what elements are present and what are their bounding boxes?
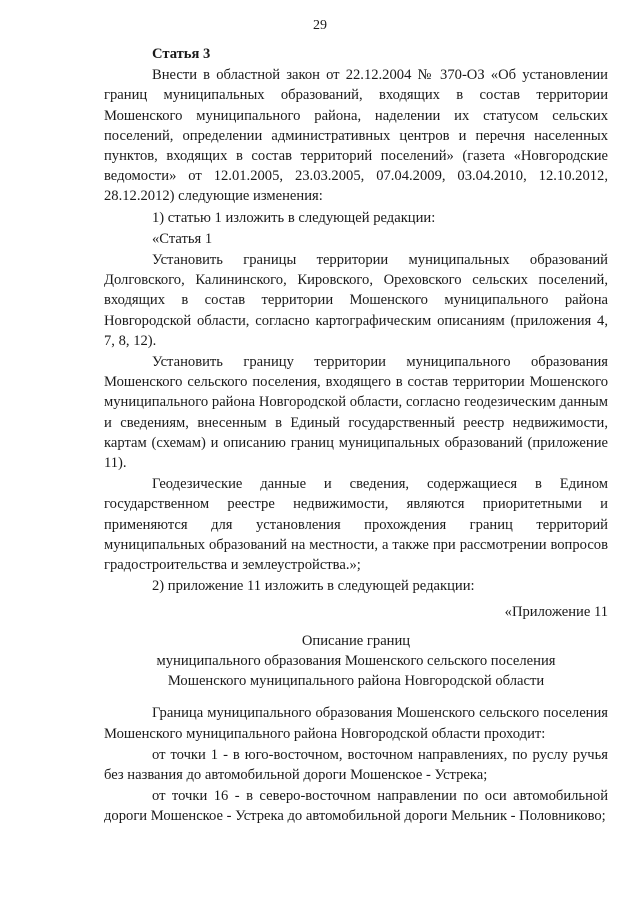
appendix-label: «Приложение 11 (504, 604, 608, 621)
paragraph-item-1: 1) статью 1 изложить в следующей редакции: (152, 209, 436, 226)
description-title-line-1: Описание границ (301, 632, 411, 649)
description-title (104, 631, 608, 692)
document-body (104, 44, 608, 828)
description-title-line-3: Мошенского муниципального района Новгородской области (167, 673, 545, 690)
paragraph-item-2: 2) приложение 11 изложить в следующей редакции: (152, 578, 475, 595)
paragraph-borders-settlements: Установить границы территории муниципальных образований Долговского, Калининского, Кировского, Ореховского сельских поселений, входящих в состав территории Мошенского муниципального района Новгородской области, согласно картографическим описаниям (приложения 4, 7, 8, 12). (104, 252, 608, 349)
article-heading: Статья 3 (152, 46, 211, 62)
paragraph-point-16: от точки 16 - в северо-восточном направлении по оси автомобильной дороги Мошенское - Устрека до автомобильной дороги Мельник - Половниково; (104, 788, 608, 825)
paragraph-geodetic-data: Геодезические данные и сведения, содержащиеся в Едином государственном реестре недвижимости, являются приоритетными и применяются для установления прохождения границ территорий муниципальных образований на местности, а также при рассмотрении вопросов градостроительства и землеустройства.»; (104, 476, 608, 574)
paragraph-article-1-title: «Статья 1 (152, 230, 213, 247)
page-number: 29 (313, 18, 327, 33)
paragraph-border-moshenskoe: Установить границу территории муниципального образования Мошенского сельского поселения, входящего в состав территории Мошенского муниципального района Новгородской области, согласно геодезическим данным и сведениям, внесенным в Единый государственный реестр недвижимости, картам (схемам) и описанию границ муниципальных образований (приложение 11). (104, 354, 608, 472)
description-title-line-2: муниципального образования Мошенского сельского поселения (156, 652, 556, 669)
paragraph-amendment-intro: Внести в областной закон от 22.12.2004 № 370-ОЗ «Об установлении границ муниципальных образований, входящих в состав территории Мошенского муниципального района, наделении их статусом сельских поселений, определении административных центров и перечня населенных пунктов, входящих в состав территорий поселений» (газета «Новгородские ведомости» от 12.01.2005, 23.03.2005, 07.04.2009, 03.04.2010, 12.10.2012, 28.12.2012) следующие изменения: (104, 67, 608, 205)
paragraph-border-passes: Граница муниципального образования Мошенского сельского поселения Мошенского муниципального района Новгородской области проходит: (104, 705, 608, 742)
paragraph-point-1: от точки 1 - в юго-восточном, восточном направлениях, по руслу ручья без названия до автомобильной дороги Мошенское - Устрека; (104, 746, 608, 783)
